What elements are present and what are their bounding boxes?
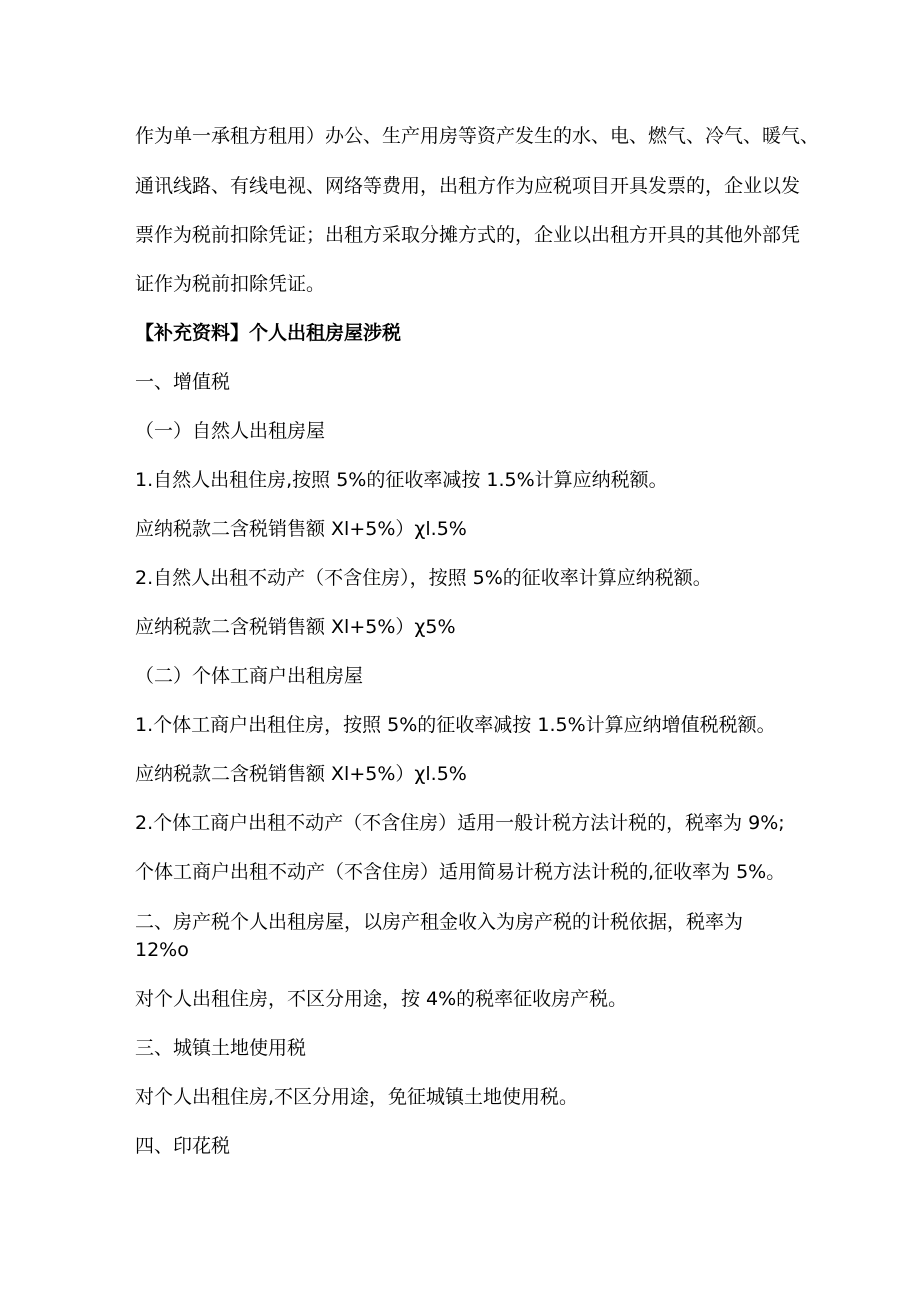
item-individual-business-general: 2.个体工商户出租不动产（不含住房）适用一般计税方法计税的，税率为 9%;	[135, 812, 785, 834]
paragraph-line-2: 通讯线路、有线电视、网络等费用，出租方作为应税项目开具发票的，企业以发	[135, 175, 801, 197]
paragraph-line-1: 作为单一承租方租用）办公、生产用房等资产发生的水、电、燃气、冷气、暖气、	[135, 125, 820, 147]
heading-vat: 一、增值税	[135, 371, 231, 393]
formula-line-3: 应纳税款二含税销售额 Xl+5%）χl.5%	[135, 763, 467, 785]
section-heading-supplement: 【补充资料】个人出租房屋涉税	[135, 322, 402, 344]
item-natural-person-housing: 1.自然人出租住房,按照 5%的征收率减按 1.5%计算应纳税额。	[135, 469, 668, 491]
property-tax-rate-line: 12%o	[135, 939, 189, 961]
heading-property-tax: 二、房产税个人出租房屋，以房产租金收入为房产税的计税依据，税率为	[135, 911, 744, 933]
paragraph-line-3: 票作为税前扣除凭证；出租方采取分摊方式的，企业以出租方开具的其他外部凭	[135, 224, 801, 246]
item-natural-person-property: 2.自然人出租不动产（不含住房），按照 5%的征收率计算应纳税额。	[135, 567, 712, 589]
formula-line-2: 应纳税款二含税销售额 Xl+5%）χ5%	[135, 616, 456, 638]
item-individual-business-housing: 1.个体工商户出租住房，按照 5%的征收率减按 1.5%计算应纳增值税税额。	[135, 714, 776, 736]
heading-stamp-tax: 四、印花税	[135, 1135, 231, 1157]
heading-land-use-tax: 三、城镇土地使用税	[135, 1037, 307, 1059]
subheading-natural-person: （一）自然人出租房屋	[135, 420, 326, 442]
formula-line-1: 应纳税款二含税销售额 Xl+5%）χl.5%	[135, 518, 467, 540]
land-use-tax-line: 对个人出租住房,不区分用途，免征城镇土地使用税。	[135, 1086, 579, 1108]
property-tax-housing-line: 对个人出租住房，不区分用途，按 4%的税率征收房产税。	[135, 988, 628, 1010]
subheading-individual-business: （二）个体工商户出租房屋	[135, 665, 364, 687]
item-individual-business-simple: 个体工商户出租不动产（不含住房）适用简易计税方法计税的,征收率为 5%。	[135, 861, 786, 883]
paragraph-line-4: 证作为税前扣除凭证。	[135, 273, 326, 295]
